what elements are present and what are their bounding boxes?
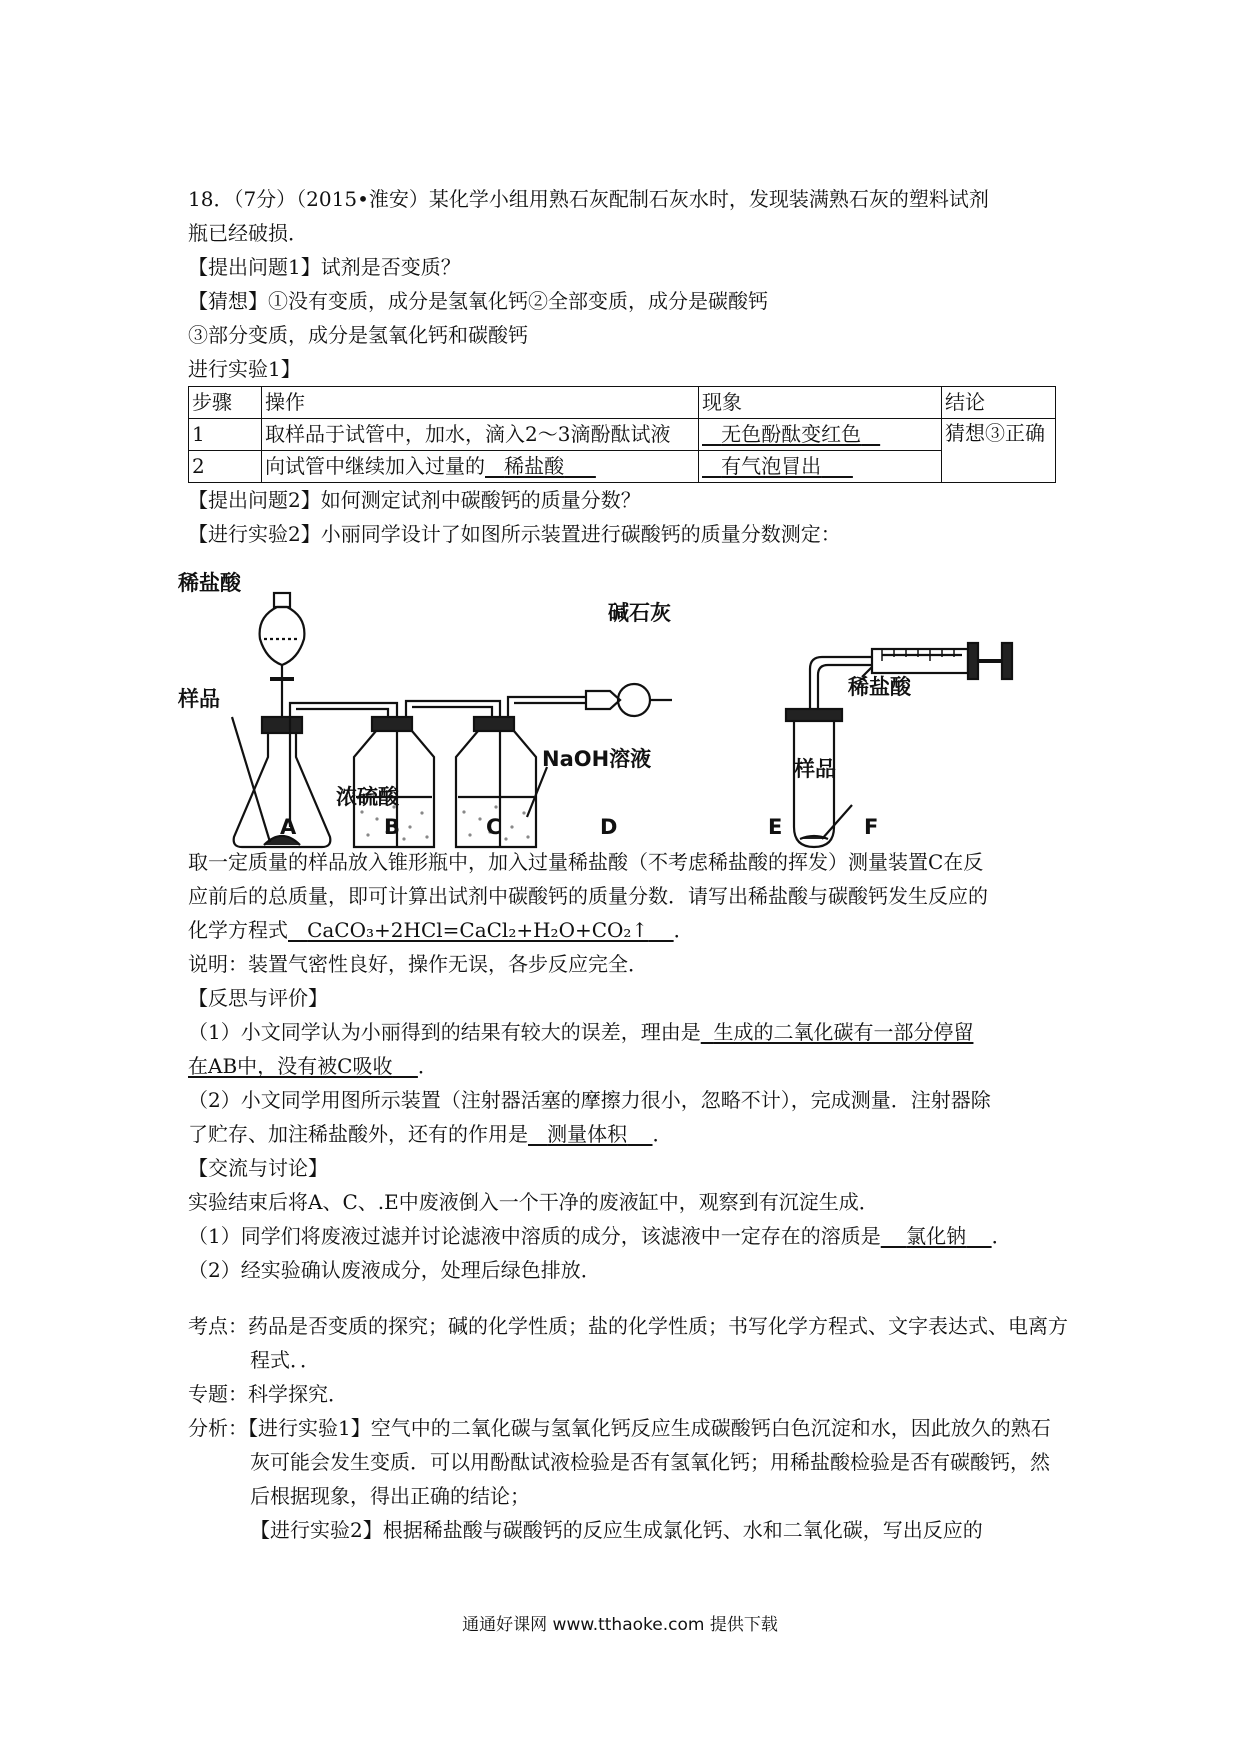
answer-blank: 在AB中，没有被C吸收 bbox=[188, 1054, 393, 1078]
label-naoh-solution: NaOH溶液 bbox=[542, 747, 652, 771]
kaodian: 考点：药品是否变质的探究；碱的化学性质；盐的化学性质；书写化学方程式、文字表达式、电离方程式．． bbox=[188, 1314, 1068, 1372]
label-syringe-hcl: 稀盐酸 bbox=[848, 675, 911, 699]
label-conc-h2so4: 浓硫酸 bbox=[336, 785, 399, 809]
cell-step: 2 bbox=[189, 451, 262, 483]
body-p1-l2: 应前后的总质量，即可计算出试剂中碳酸钙的质量分数．请写出稀盐酸与碳酸钙发生反应的 bbox=[188, 884, 988, 908]
label-syringe-sample: 样品 bbox=[794, 757, 836, 781]
header-operation: 操作 bbox=[262, 387, 699, 419]
label-b: B bbox=[384, 815, 401, 839]
reflect-1-l1: （1）小文同学认为小丽得到的结果有较大的误差，理由是 生成的二氧化碳有一部分停留 bbox=[188, 1020, 974, 1044]
note: 说明：装置气密性良好，操作无误，各步反应完全． bbox=[188, 952, 648, 976]
body-p1-l3: 化学方程式 CaCO₃+2HCl=CaCl₂+H₂O+CO₂↑ ． bbox=[188, 918, 694, 942]
cell-phenomenon bbox=[699, 419, 942, 451]
zhuanti: 专题：科学探究． bbox=[188, 1382, 348, 1406]
header-step: 步骤 bbox=[189, 387, 262, 419]
question-intro-line2: 瓶已经破损． bbox=[188, 221, 308, 245]
label-sample: 样品 bbox=[178, 687, 220, 711]
answer-blank: 有气泡冒出 bbox=[721, 454, 822, 478]
discuss-heading: 【交流与讨论】 bbox=[188, 1156, 328, 1180]
cell-phenomenon bbox=[699, 451, 942, 483]
analysis-1: 分析：【进行实验1】空气中的二氧化碳与氢氧化钙反应生成碳酸钙白色沉淀和水，因此放久的熟石灰可能会发生变质．可以用酚酞试液检验是否有氢氧化钙；用稀盐酸检验是否有碳酸钙，然后根据现象，得出正确的结论； bbox=[188, 1416, 1051, 1508]
document-page bbox=[178, 182, 1068, 1547]
discuss-1: （1）同学们将废液过滤并讨论滤液中溶质的成分，该滤液中一定存在的溶质是 氯化钠 ． bbox=[188, 1224, 1012, 1248]
label-a: A bbox=[280, 815, 297, 839]
apparatus-diagram bbox=[178, 557, 1068, 897]
cell-operation: 向试管中继续加入过量的 稀盐酸 bbox=[262, 451, 699, 483]
problem-1: 【提出问题1】试剂是否变质？ bbox=[188, 255, 461, 279]
page-footer: 通通好课网 www.tthaoke.com 提供下载 bbox=[462, 1615, 778, 1635]
label-soda-lime: 碱石灰 bbox=[608, 601, 671, 625]
table-header-row bbox=[189, 387, 1056, 419]
table-row bbox=[189, 451, 1056, 483]
discuss-l1: 实验结束后将A、C、.E中废液倒入一个干净的废液缸中，观察到有沉淀生成． bbox=[188, 1190, 879, 1214]
reflect-2-l2: 了贮存、加注稀盐酸外，还有的作用是 测量体积 ． bbox=[188, 1122, 673, 1146]
answer-blank: 稀盐酸 bbox=[504, 454, 565, 478]
experiment-2-intro: 【进行实验2】小丽同学设计了如图所示装置进行碳酸钙的质量分数测定： bbox=[188, 522, 841, 546]
reflect-heading: 【反思与评价】 bbox=[188, 986, 328, 1010]
label-c: C bbox=[486, 815, 502, 839]
analysis-2: 【进行实验2】根据稀盐酸与碳酸钙的反应生成氯化钙、水和二氧化碳，写出反应的 bbox=[250, 1518, 983, 1542]
question-intro-line1: 18．（7分）（2015•淮安）某化学小组用熟石灰配制石灰水时，发现装满熟石灰的塑料试剂 bbox=[188, 187, 989, 211]
answer-blank: 无色酚酞变红色 bbox=[721, 422, 862, 446]
label-dilute-hcl: 稀盐酸 bbox=[178, 571, 241, 595]
experiment-table bbox=[188, 386, 1056, 483]
cell-operation: 取样品于试管中，加水，滴入2～3滴酚酞试液 bbox=[262, 419, 699, 451]
answer-blank: 氯化钠 bbox=[906, 1224, 967, 1248]
header-phenomenon: 现象 bbox=[699, 387, 942, 419]
experiment-1-title: 进行实验1】 bbox=[188, 357, 301, 381]
reflect-2-l1: （2）小文同学用图所示装置（注射器活塞的摩擦力很小，忽略不计），完成测量．注射器除 bbox=[188, 1088, 991, 1112]
header-conclusion: 结论 bbox=[942, 387, 1056, 419]
reflect-1-l2: 在AB中，没有被C吸收 ． bbox=[188, 1054, 438, 1078]
discuss-2: （2）经实验确认废液成分，处理后绿色排放． bbox=[188, 1258, 601, 1282]
body-p1-l1: 取一定质量的样品放入锥形瓶中，加入过量稀盐酸（不考虑稀盐酸的挥发）测量装置C在反 bbox=[188, 850, 984, 874]
guess-line2: ③部分变质，成分是氢氧化钙和碳酸钙 bbox=[188, 323, 528, 347]
label-d: D bbox=[600, 815, 618, 839]
answer-blank: 生成的二氧化碳有一部分停留 bbox=[713, 1020, 974, 1044]
cell-conclusion: 猜想③正确 bbox=[942, 419, 1056, 483]
label-e: E bbox=[768, 815, 783, 839]
answer-blank: CaCO₃+2HCl=CaCl₂+H₂O+CO₂↑ bbox=[307, 918, 649, 942]
label-f: F bbox=[864, 815, 879, 839]
problem-2: 【提出问题2】如何测定试剂中碳酸钙的质量分数？ bbox=[188, 488, 641, 512]
table-row bbox=[189, 419, 1056, 451]
cell-step: 1 bbox=[189, 419, 262, 451]
answer-blank: 测量体积 bbox=[547, 1122, 628, 1146]
guess-line1: 【猜想】①没有变质，成分是氢氧化钙②全部变质，成分是碳酸钙 bbox=[188, 289, 768, 313]
